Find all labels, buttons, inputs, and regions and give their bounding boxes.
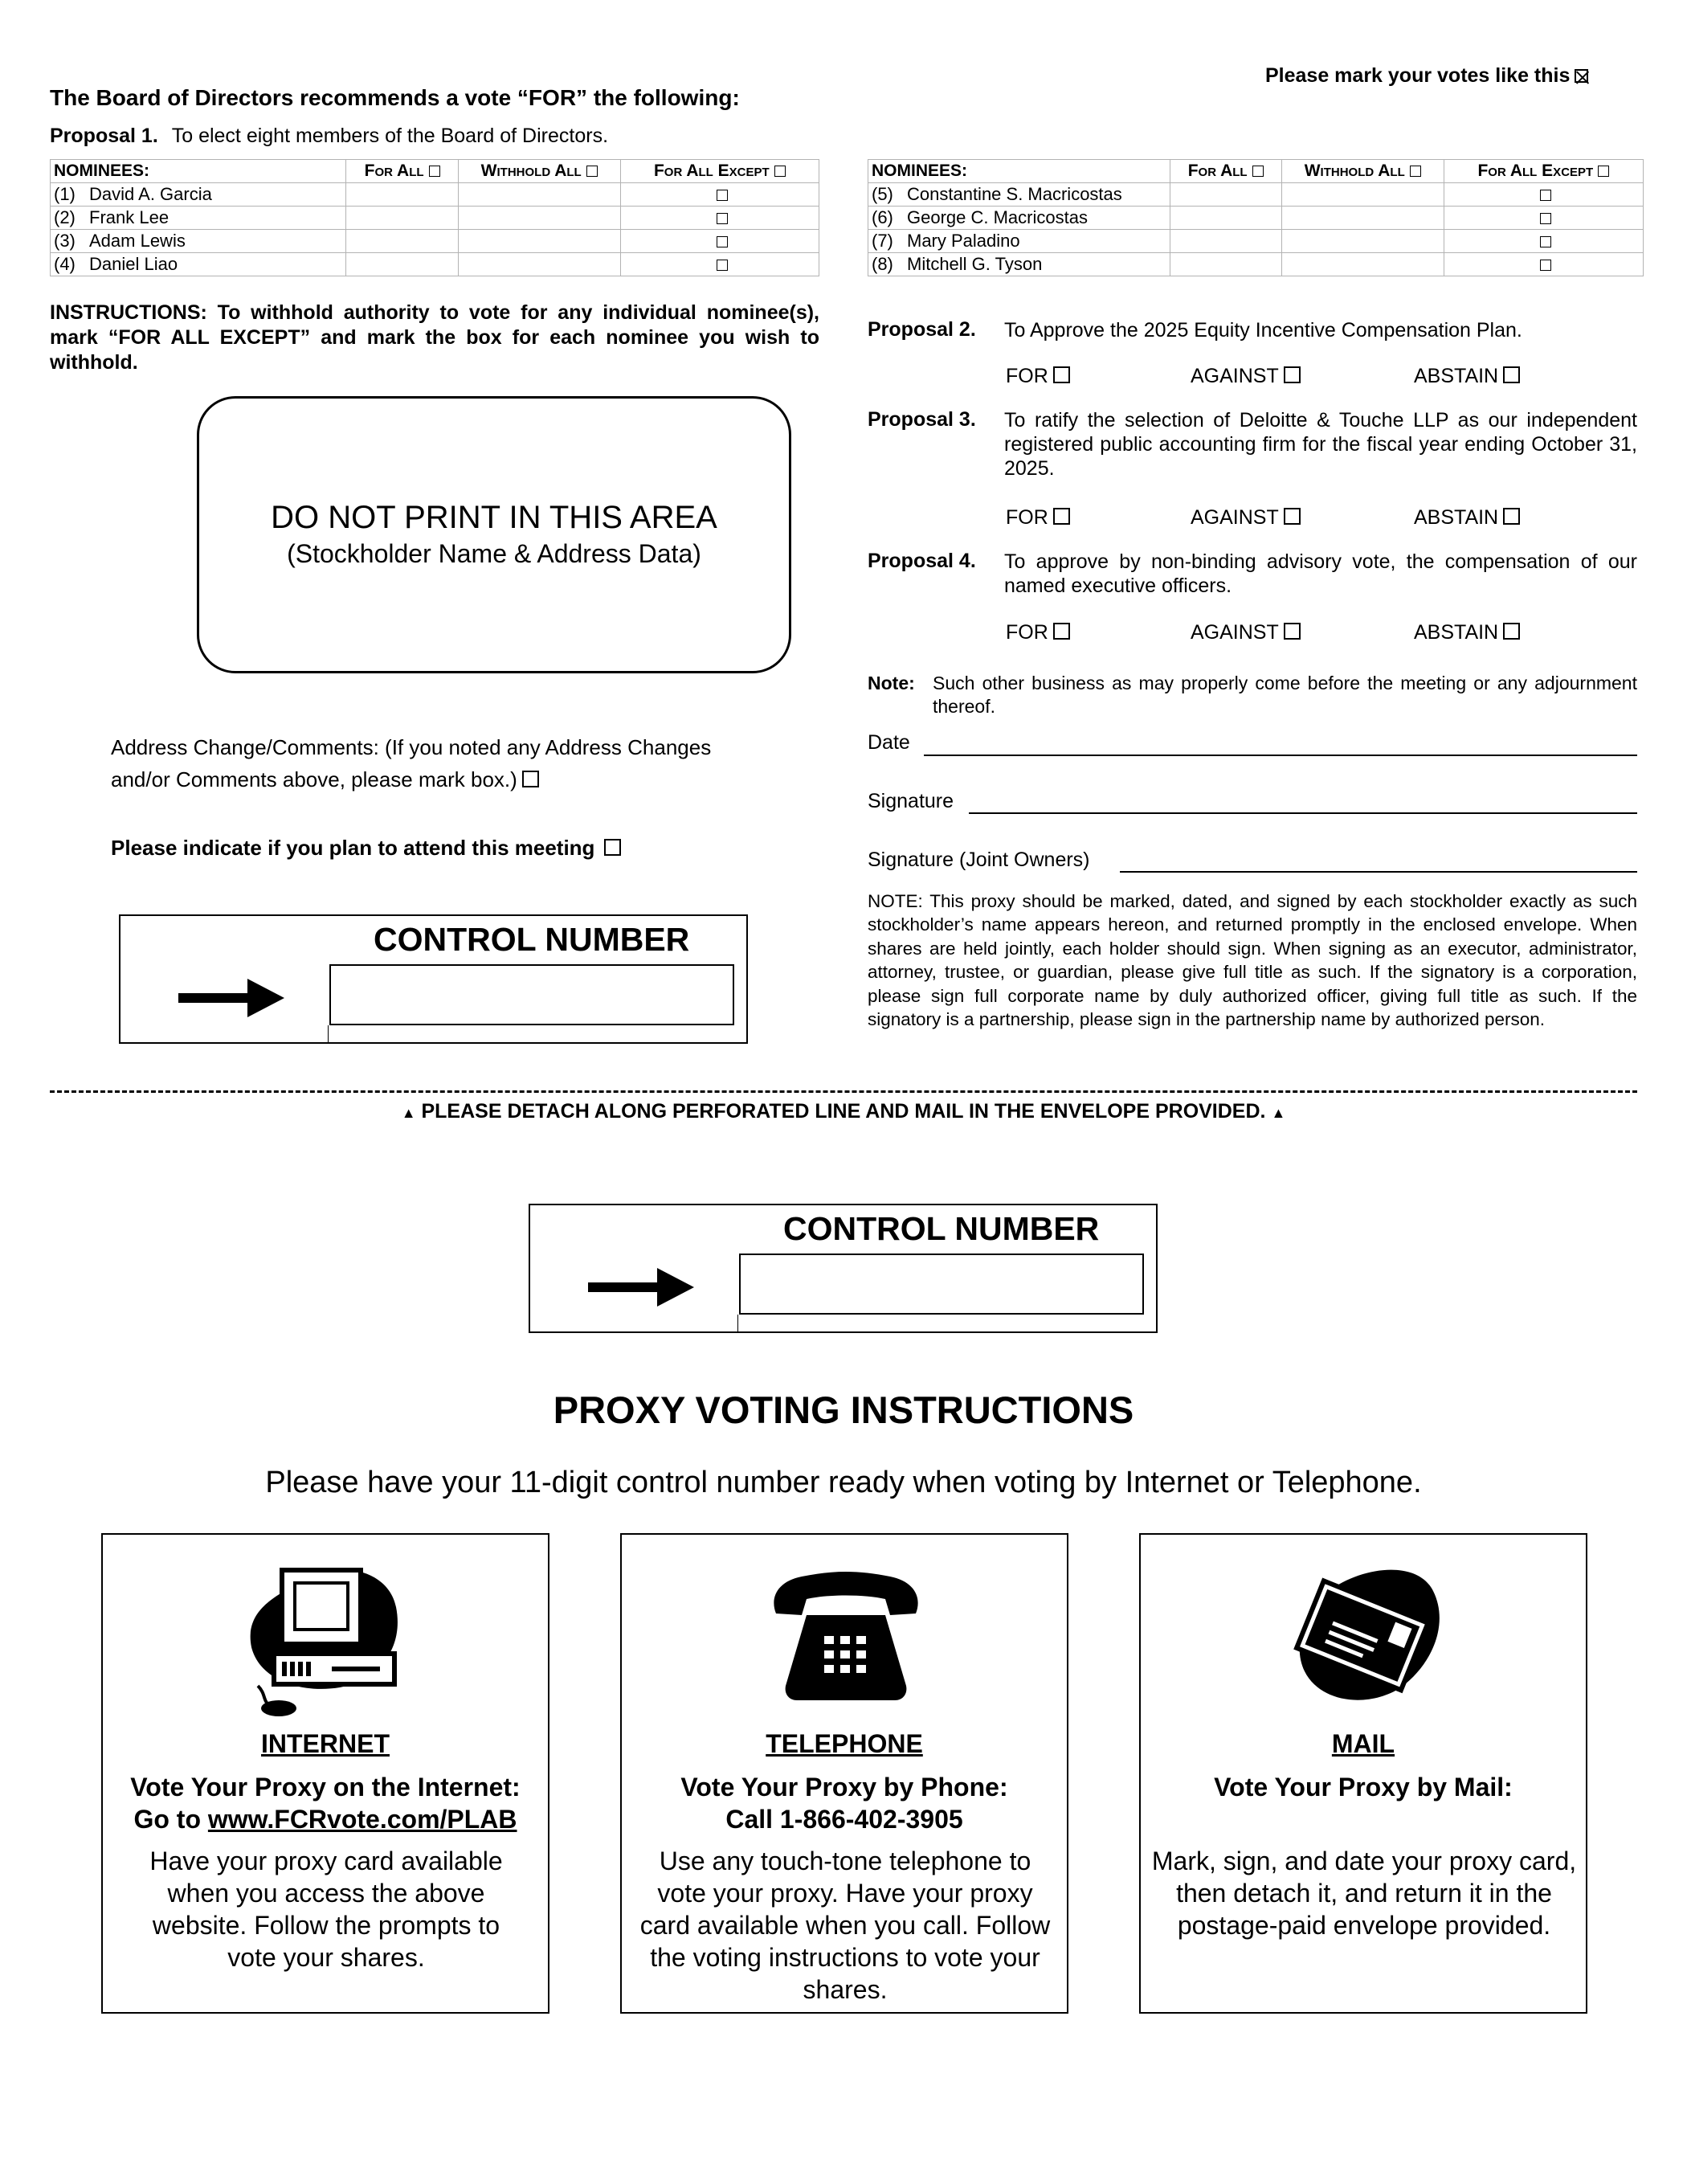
control-number-label: CONTROL NUMBER [374,921,690,958]
nominee-name: Adam Lewis [89,231,186,251]
nominee-row: (1) David A. Garcia [51,183,819,207]
date-line[interactable] [924,755,1637,756]
control-number-field[interactable] [739,1254,1144,1315]
for-all-column: For All [346,160,458,183]
proposal-3-text: To ratify the selection of Deloitte & Touche LLP as our independent registered public accounting firm for the fiscal year ending October 31, 2025. [1004,409,1637,480]
nominees-column-header: NOMINEES: [868,160,1170,183]
nominee-row: (8) Mitchell G. Tyson [868,253,1644,276]
board-recommendation: The Board of Directors recommends a vote “FOR” the following: [50,85,740,110]
nominee-name: Mitchell G. Tyson [907,254,1043,274]
mail-line1: Vote Your Proxy by Mail: [1214,1773,1513,1802]
vote-for: FOR [1006,621,1070,644]
abstain-checkbox[interactable] [1503,623,1520,640]
control-number-label: CONTROL NUMBER [783,1210,1100,1247]
arrow-icon [588,1265,694,1310]
nominee-row: (7) Mary Paladino [868,230,1644,253]
signature-line[interactable] [969,812,1637,814]
vote-against: AGAINST [1191,621,1301,644]
telephone-number: Call 1-866-402-3905 [725,1805,963,1834]
for-all-except-checkbox[interactable] [774,166,786,177]
nominees-table-header [868,160,1644,183]
mark-votes-instruction [1265,64,1588,88]
date-label: Date [868,731,910,754]
nominee-row: (5) Constantine S. Macricostas [868,183,1644,207]
nominee-except-checkbox[interactable] [717,236,728,247]
vote-abstain: ABSTAIN [1414,621,1520,644]
perforated-line [50,1090,1637,1093]
mail-heading: MAIL [1331,1729,1395,1758]
note-text: Such other business as may properly come before the meeting or any adjournment thereof. [933,673,1637,717]
for-all-except-checkbox[interactable] [1598,166,1609,177]
voting-instructions-title: PROXY VOTING INSTRUCTIONS [553,1389,1134,1431]
attend-meeting-checkbox[interactable] [604,839,621,856]
for-checkbox[interactable] [1053,366,1070,383]
voting-instructions-subtitle: Please have your 11-digit control number ready when voting by Internet or Telephone. [265,1466,1422,1499]
for-all-column: For All [1170,160,1281,183]
up-arrow-icon: ▲ [401,1105,416,1121]
proposal-1 [50,125,608,148]
mail-body: Mark, sign, and date your proxy card, then detach it, and return it in the postage-paid envelope provided. [1151,1847,1577,1940]
nominee-name: David A. Garcia [89,184,212,204]
nominee-except-checkbox[interactable] [717,260,728,271]
against-checkbox[interactable] [1284,366,1301,383]
proposal-4-text: To approve by non-binding advisory vote, the compensation of our named executive officers. [1004,550,1637,597]
abstain-checkbox[interactable] [1503,366,1520,383]
note-label: Note: [868,673,915,693]
nominee-except-checkbox[interactable] [1540,213,1551,224]
computer-icon [243,1559,412,1720]
against-checkbox[interactable] [1284,623,1301,640]
vote-against: AGAINST [1191,506,1301,530]
control-number-box-lower [529,1204,1158,1333]
nominees-column-header: NOMINEES: [51,160,346,183]
attend-meeting: Please indicate if you plan to attend this meeting [111,836,621,861]
vote-for: FOR [1006,506,1070,530]
withhold-all-column: Withhold All [458,160,620,183]
mark-votes-text: Please mark your votes like this [1265,64,1571,87]
telephone-icon [762,1565,930,1710]
nominee-except-checkbox[interactable] [1540,190,1551,201]
example-marked-checkbox [1575,69,1588,83]
up-arrow-icon: ▲ [1271,1105,1286,1121]
nominees-table-right [868,159,1644,276]
nominee-row: (4) Daniel Liao [51,253,819,276]
nominee-name: Constantine S. Macricostas [907,184,1122,204]
vote-abstain: ABSTAIN [1414,365,1520,388]
signature-label: Signature [868,790,954,812]
nominee-except-checkbox[interactable] [1540,236,1551,247]
nominee-row: (3) Adam Lewis [51,230,819,253]
proposal-2-text: To Approve the 2025 Equity Incentive Compensation Plan. [1004,319,1522,342]
internet-card [101,1533,549,2014]
do-not-print-text: DO NOT PRINT IN THIS AREA [271,500,717,535]
proposal-1-label: Proposal 1. [50,125,158,147]
withhold-all-column: Withhold All [1281,160,1444,183]
proposal-2-label: Proposal 2. [868,318,976,341]
proxy-note: NOTE: This proxy should be marked, dated, and signed by each stockholder exactly as such stockholder’s name appears hereon, and returned promptly in the enclosed envelope. When shares are held jointly, each holder should sign. When signing as an executor, administrator, attorney, trustee, or guardian, please give full title as such. If the signatory is a corporation, please sign full corporate name by duly authorized officer, giving full title as such. If the signatory is a partnership, please sign in the partnership name by authorized person. [868,891,1637,1030]
internet-url-link[interactable]: www.FCRvote.com/PLAB [207,1805,517,1834]
withhold-all-checkbox[interactable] [1410,166,1421,177]
telephone-heading: TELEPHONE [766,1729,923,1758]
nominee-except-checkbox[interactable] [717,213,728,224]
arrow-icon [178,975,284,1020]
address-data-box [197,396,791,673]
envelope-icon [1281,1559,1449,1712]
proposal-1-text: To elect eight members of the Board of Directors. [171,125,609,147]
for-all-checkbox[interactable] [429,166,440,177]
proposal-3-label: Proposal 3. [868,408,976,431]
for-checkbox[interactable] [1053,508,1070,525]
stockholder-data-text: (Stockholder Name & Address Data) [287,539,701,568]
for-all-except-column: For All Except [620,160,819,183]
telephone-card [620,1533,1068,2014]
joint-signature-label: Signature (Joint Owners) [868,849,1090,871]
nominee-except-checkbox[interactable] [717,190,728,201]
nominee-name: Daniel Liao [89,254,178,274]
nominee-row: (2) Frank Lee [51,207,819,230]
control-number-divider [737,1315,738,1333]
control-number-box [119,914,748,1044]
abstain-checkbox[interactable] [1503,508,1520,525]
proposal-4-label: Proposal 4. [868,550,976,572]
address-change: Address Change/Comments: (If you noted any Address Changes and/or Comments above, please mark box.) [111,735,712,791]
joint-signature-line[interactable] [1120,871,1637,873]
detach-instruction: ▲ PLEASE DETACH ALONG PERFORATED LINE AND MAIL IN THE ENVELOPE PROVIDED. ▲ [401,1100,1286,1123]
vote-against: AGAINST [1191,365,1301,388]
internet-line2: Go to www.FCRvote.com/PLAB [133,1805,517,1834]
nominees-table-left [50,159,819,276]
against-checkbox[interactable] [1284,508,1301,525]
vote-for: FOR [1006,365,1070,388]
internet-heading: INTERNET [261,1729,390,1758]
for-all-except-column: For All Except [1444,160,1643,183]
control-number-divider [328,1025,329,1044]
nominee-name: Mary Paladino [907,231,1020,251]
vote-abstain: ABSTAIN [1414,506,1520,530]
nominee-name: Frank Lee [89,207,170,227]
withhold-all-checkbox[interactable] [586,166,598,177]
telephone-body: Use any touch-tone telephone to vote your proxy. Have your proxy card available when you call. Follow the voting instructions to vote your shares. [639,1847,1051,2004]
nominee-name: George C. Macricostas [907,207,1088,227]
nominee-except-checkbox[interactable] [1540,260,1551,271]
nominees-table-header [51,160,819,183]
mail-card [1139,1533,1587,2014]
telephone-line1: Vote Your Proxy by Phone: [680,1773,1008,1802]
for-checkbox[interactable] [1053,623,1070,640]
nominee-row: (6) George C. Macricostas [868,207,1644,230]
control-number-field[interactable] [329,964,734,1025]
internet-line1: Vote Your Proxy on the Internet: [130,1773,521,1802]
address-change-checkbox[interactable] [522,771,539,787]
internet-body: Have your proxy card available when you access the above website. Follow the prompts to vote your shares. [149,1847,503,1972]
for-all-checkbox[interactable] [1252,166,1264,177]
withhold-instructions: INSTRUCTIONS: To withhold authority to vote for any individual nominee(s), mark “FOR ALL EXCEPT” and mark the box for each nominee you wish to withhold. [50,301,819,374]
